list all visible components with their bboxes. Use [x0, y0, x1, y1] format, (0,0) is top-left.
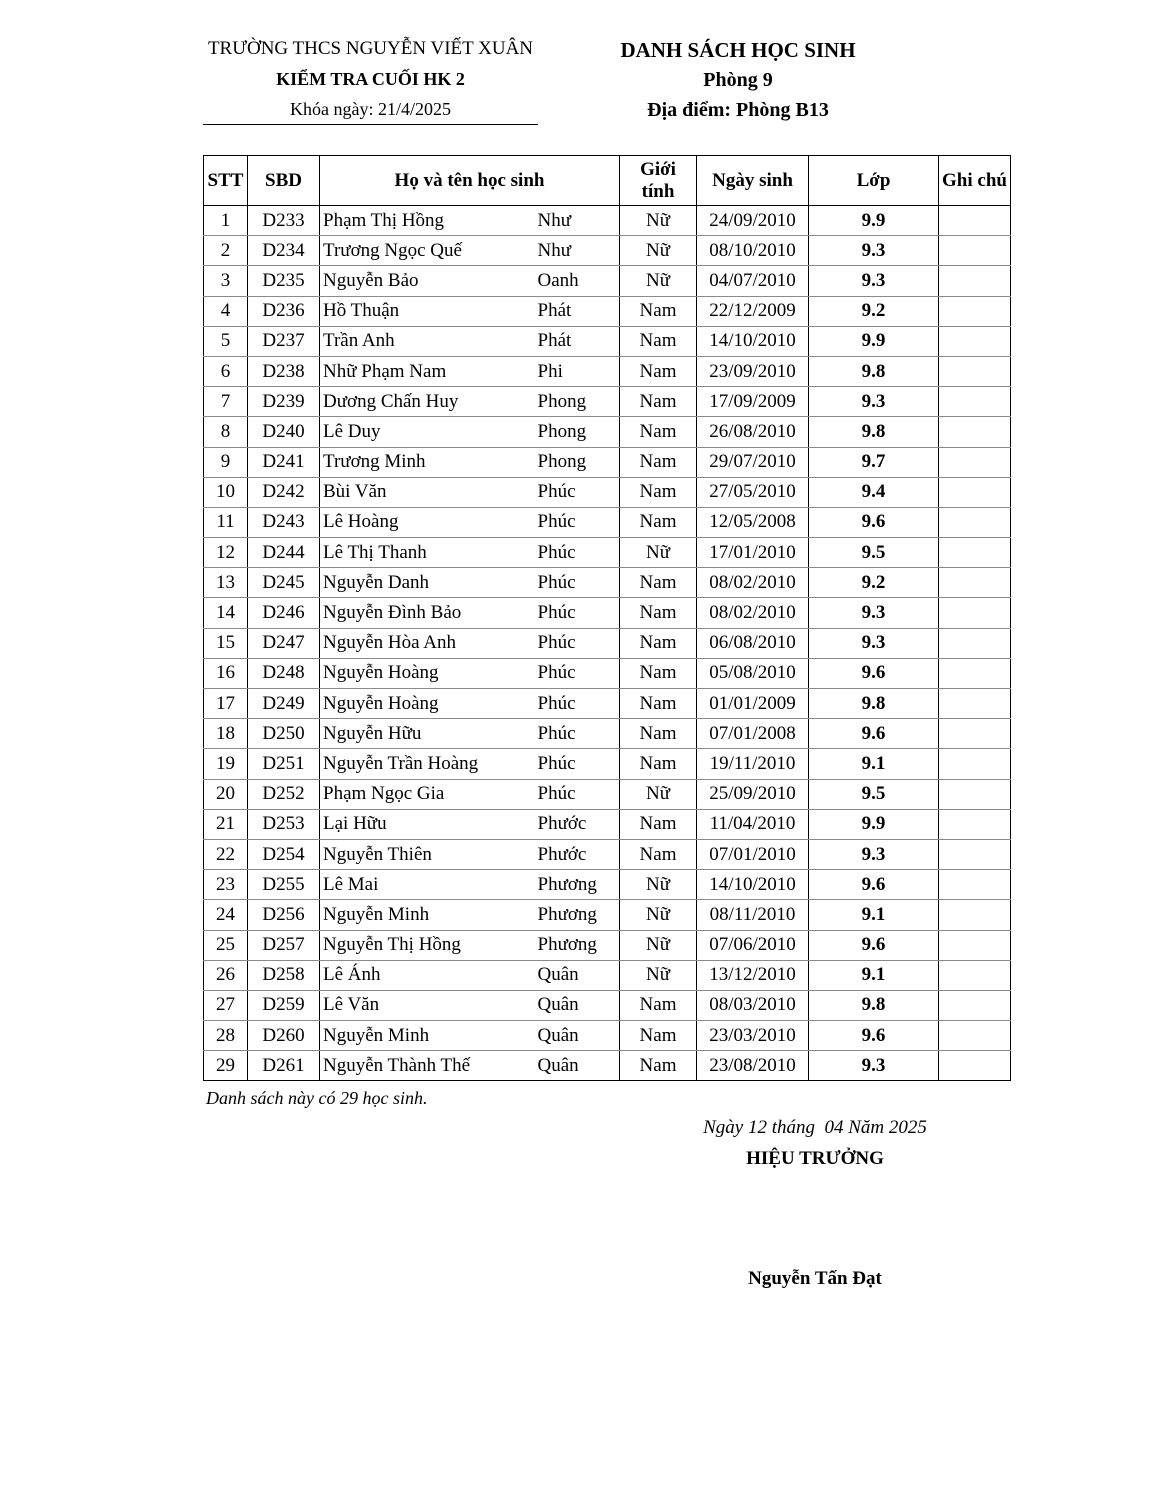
cell-given-name: Như: [538, 236, 620, 266]
cell-note: [939, 356, 1011, 386]
cell-gender: Nam: [620, 1051, 697, 1081]
cell-note: [939, 296, 1011, 326]
cell-family-name: Nguyễn Danh: [320, 568, 538, 598]
cell-stt: 23: [204, 870, 248, 900]
table-row: [204, 809, 1011, 839]
cell-gender: Nam: [620, 477, 697, 507]
cell-class: 9.1: [809, 749, 939, 779]
cell-gender: Nam: [620, 507, 697, 537]
signer-title: HIỆU TRƯỞNG: [746, 1148, 884, 1169]
cell-stt: 18: [204, 719, 248, 749]
cell-given-name: Quân: [538, 960, 620, 990]
cell-note: [939, 870, 1011, 900]
cell-sbd: D258: [248, 960, 320, 990]
cell-class: 9.7: [809, 447, 939, 477]
cell-stt: 27: [204, 990, 248, 1020]
table-row: [204, 568, 1011, 598]
cell-dob: 04/07/2010: [697, 266, 809, 296]
cell-sbd: D241: [248, 447, 320, 477]
cell-given-name: Như: [538, 206, 620, 236]
cell-given-name: Phát: [538, 296, 620, 326]
cell-family-name: Trương Minh: [320, 447, 538, 477]
table-row: [204, 749, 1011, 779]
header-divider: [203, 124, 538, 125]
table-row: [204, 387, 1011, 417]
cell-stt: 25: [204, 930, 248, 960]
cell-given-name: Phúc: [538, 568, 620, 598]
cell-given-name: Phúc: [538, 477, 620, 507]
cell-gender: Nữ: [620, 236, 697, 266]
document-title: DANH SÁCH HỌC SINH: [620, 38, 856, 62]
cell-sbd: D244: [248, 538, 320, 568]
cell-gender: Nam: [620, 417, 697, 447]
cell-stt: 22: [204, 839, 248, 869]
table-row: [204, 236, 1011, 266]
col-header-class: Lớp: [809, 156, 939, 206]
cell-class: 9.6: [809, 719, 939, 749]
cell-note: [939, 628, 1011, 658]
cell-family-name: Nguyễn Hòa Anh: [320, 628, 538, 658]
cell-dob: 23/08/2010: [697, 1051, 809, 1081]
cell-gender: Nữ: [620, 206, 697, 236]
cell-sbd: D261: [248, 1051, 320, 1081]
cell-family-name: Nhữ Phạm Nam: [320, 356, 538, 386]
cell-gender: Nữ: [620, 266, 697, 296]
cell-stt: 4: [204, 296, 248, 326]
table-header-row: [204, 156, 1011, 206]
table-row: [204, 900, 1011, 930]
cell-family-name: Nguyễn Hoàng: [320, 658, 538, 688]
cell-gender: Nam: [620, 568, 697, 598]
cell-stt: 6: [204, 356, 248, 386]
col-header-dob: Ngày sinh: [697, 156, 809, 206]
cell-gender: Nam: [620, 356, 697, 386]
table-row: [204, 417, 1011, 447]
cell-dob: 14/10/2010: [697, 870, 809, 900]
table-row: [204, 628, 1011, 658]
cell-note: [939, 930, 1011, 960]
cell-family-name: Nguyễn Trần Hoàng: [320, 749, 538, 779]
cell-gender: Nữ: [620, 930, 697, 960]
cell-note: [939, 538, 1011, 568]
cell-given-name: Phát: [538, 326, 620, 356]
cell-class: 9.8: [809, 689, 939, 719]
cell-dob: 14/10/2010: [697, 326, 809, 356]
cell-class: 9.8: [809, 417, 939, 447]
col-header-note: Ghi chú: [939, 156, 1011, 206]
cell-dob: 13/12/2010: [697, 960, 809, 990]
cell-gender: Nữ: [620, 870, 697, 900]
cell-sbd: D252: [248, 779, 320, 809]
cell-family-name: Nguyễn Hữu: [320, 719, 538, 749]
cell-gender: Nữ: [620, 779, 697, 809]
cell-gender: Nam: [620, 598, 697, 628]
table-row: [204, 990, 1011, 1020]
cell-class: 9.5: [809, 779, 939, 809]
cell-given-name: Phương: [538, 870, 620, 900]
cell-given-name: Phúc: [538, 658, 620, 688]
cell-stt: 2: [204, 236, 248, 266]
cell-gender: Nam: [620, 689, 697, 719]
signature-date: Ngày 12 tháng 04 Năm 2025: [703, 1117, 927, 1138]
col-header-stt: STT: [204, 156, 248, 206]
cell-dob: 25/09/2010: [697, 779, 809, 809]
cell-gender: Nam: [620, 1021, 697, 1051]
table-row: [204, 477, 1011, 507]
cell-stt: 19: [204, 749, 248, 779]
cell-gender: Nam: [620, 749, 697, 779]
cell-sbd: D254: [248, 839, 320, 869]
cell-gender: Nam: [620, 387, 697, 417]
cell-dob: 17/01/2010: [697, 538, 809, 568]
cell-class: 9.2: [809, 296, 939, 326]
cell-class: 9.8: [809, 356, 939, 386]
table-row: [204, 1051, 1011, 1081]
cell-note: [939, 1051, 1011, 1081]
cell-dob: 23/09/2010: [697, 356, 809, 386]
cell-given-name: Phúc: [538, 689, 620, 719]
cell-given-name: Phúc: [538, 507, 620, 537]
cell-family-name: Bùi Văn: [320, 477, 538, 507]
cell-sbd: D242: [248, 477, 320, 507]
cell-note: [939, 387, 1011, 417]
cell-gender: Nam: [620, 658, 697, 688]
cell-note: [939, 477, 1011, 507]
cell-sbd: D248: [248, 658, 320, 688]
cell-family-name: Lê Văn: [320, 990, 538, 1020]
cell-class: 9.5: [809, 538, 939, 568]
cell-sbd: D249: [248, 689, 320, 719]
cell-family-name: Nguyễn Bảo: [320, 266, 538, 296]
cell-given-name: Oanh: [538, 266, 620, 296]
cell-note: [939, 658, 1011, 688]
cell-given-name: Phong: [538, 387, 620, 417]
cell-sbd: D234: [248, 236, 320, 266]
cell-dob: 26/08/2010: [697, 417, 809, 447]
table-row: [204, 507, 1011, 537]
col-header-gender: [620, 156, 697, 206]
exam-location: Địa điểm: Phòng B13: [647, 99, 829, 121]
cell-note: [939, 839, 1011, 869]
cell-class: 9.3: [809, 266, 939, 296]
cell-gender: Nam: [620, 990, 697, 1020]
table-row: [204, 870, 1011, 900]
cell-family-name: Nguyễn Thiên: [320, 839, 538, 869]
cell-dob: 08/10/2010: [697, 236, 809, 266]
table-body: [204, 206, 1011, 1081]
cell-given-name: Phúc: [538, 598, 620, 628]
table-row: [204, 356, 1011, 386]
signer-name: Nguyễn Tấn Đạt: [748, 1268, 882, 1289]
cell-dob: 22/12/2009: [697, 296, 809, 326]
session-date: Khóa ngày: 21/4/2025: [290, 99, 451, 119]
cell-gender: Nam: [620, 809, 697, 839]
cell-given-name: Phước: [538, 839, 620, 869]
cell-given-name: Phong: [538, 447, 620, 477]
cell-dob: 06/08/2010: [697, 628, 809, 658]
cell-note: [939, 417, 1011, 447]
cell-note: [939, 990, 1011, 1020]
cell-sbd: D255: [248, 870, 320, 900]
cell-note: [939, 719, 1011, 749]
cell-given-name: Phi: [538, 356, 620, 386]
cell-family-name: Nguyễn Hoàng: [320, 689, 538, 719]
cell-note: [939, 447, 1011, 477]
cell-sbd: D239: [248, 387, 320, 417]
cell-family-name: Dương Chấn Huy: [320, 387, 538, 417]
cell-note: [939, 809, 1011, 839]
cell-sbd: D259: [248, 990, 320, 1020]
cell-given-name: Phúc: [538, 628, 620, 658]
cell-gender: Nam: [620, 628, 697, 658]
list-summary: Danh sách này có 29 học sinh.: [206, 1088, 428, 1108]
cell-dob: 27/05/2010: [697, 477, 809, 507]
cell-dob: 12/05/2008: [697, 507, 809, 537]
cell-sbd: D243: [248, 507, 320, 537]
cell-family-name: Trương Ngọc Quế: [320, 236, 538, 266]
cell-stt: 1: [204, 206, 248, 236]
cell-dob: 08/02/2010: [697, 598, 809, 628]
table-row: [204, 839, 1011, 869]
col-header-name: Họ và tên học sinh: [320, 156, 620, 206]
cell-gender: Nam: [620, 719, 697, 749]
cell-dob: 07/01/2008: [697, 719, 809, 749]
cell-sbd: D253: [248, 809, 320, 839]
cell-dob: 29/07/2010: [697, 447, 809, 477]
cell-class: 9.8: [809, 990, 939, 1020]
cell-stt: 9: [204, 447, 248, 477]
table-row: [204, 658, 1011, 688]
cell-sbd: D256: [248, 900, 320, 930]
cell-given-name: Quân: [538, 990, 620, 1020]
cell-sbd: D235: [248, 266, 320, 296]
cell-given-name: Phương: [538, 900, 620, 930]
table-row: [204, 326, 1011, 356]
cell-family-name: Phạm Thị Hồng: [320, 206, 538, 236]
cell-stt: 24: [204, 900, 248, 930]
cell-class: 9.3: [809, 236, 939, 266]
cell-dob: 24/09/2010: [697, 206, 809, 236]
cell-note: [939, 749, 1011, 779]
cell-stt: 12: [204, 538, 248, 568]
cell-sbd: D257: [248, 930, 320, 960]
cell-class: 9.6: [809, 507, 939, 537]
cell-given-name: Phúc: [538, 749, 620, 779]
cell-family-name: Nguyễn Minh: [320, 1021, 538, 1051]
cell-family-name: Lê Hoàng: [320, 507, 538, 537]
table-row: [204, 1021, 1011, 1051]
exam-title: KIỂM TRA CUỐI HK 2: [276, 69, 465, 89]
cell-class: 9.3: [809, 839, 939, 869]
cell-note: [939, 598, 1011, 628]
room-number: Phòng 9: [703, 69, 773, 91]
cell-given-name: Phúc: [538, 719, 620, 749]
cell-dob: 23/03/2010: [697, 1021, 809, 1051]
cell-stt: 11: [204, 507, 248, 537]
student-roster-table: [203, 155, 1011, 1081]
table-row: [204, 296, 1011, 326]
cell-class: 9.2: [809, 568, 939, 598]
cell-given-name: Phong: [538, 417, 620, 447]
cell-sbd: D247: [248, 628, 320, 658]
cell-dob: 08/03/2010: [697, 990, 809, 1020]
cell-class: 9.3: [809, 598, 939, 628]
cell-sbd: D236: [248, 296, 320, 326]
cell-stt: 7: [204, 387, 248, 417]
cell-note: [939, 568, 1011, 598]
table-row: [204, 779, 1011, 809]
cell-dob: 19/11/2010: [697, 749, 809, 779]
school-name: TRƯỜNG THCS NGUYỄN VIẾT XUÂN: [207, 38, 534, 59]
cell-note: [939, 326, 1011, 356]
cell-dob: 07/06/2010: [697, 930, 809, 960]
cell-family-name: Hồ Thuận: [320, 296, 538, 326]
cell-stt: 10: [204, 477, 248, 507]
cell-stt: 20: [204, 779, 248, 809]
cell-note: [939, 507, 1011, 537]
cell-gender: Nữ: [620, 900, 697, 930]
cell-stt: 15: [204, 628, 248, 658]
cell-gender: Nam: [620, 447, 697, 477]
cell-sbd: D260: [248, 1021, 320, 1051]
cell-dob: 11/04/2010: [697, 809, 809, 839]
cell-family-name: Trần Anh: [320, 326, 538, 356]
cell-gender: Nữ: [620, 960, 697, 990]
cell-class: 9.6: [809, 658, 939, 688]
cell-class: 9.3: [809, 1051, 939, 1081]
cell-stt: 16: [204, 658, 248, 688]
table-row: [204, 266, 1011, 296]
cell-dob: 08/11/2010: [697, 900, 809, 930]
cell-gender: Nam: [620, 839, 697, 869]
cell-gender: Nữ: [620, 538, 697, 568]
cell-class: 9.3: [809, 387, 939, 417]
cell-dob: 05/08/2010: [697, 658, 809, 688]
cell-sbd: D251: [248, 749, 320, 779]
cell-gender: Nam: [620, 326, 697, 356]
cell-dob: 01/01/2009: [697, 689, 809, 719]
cell-stt: 8: [204, 417, 248, 447]
cell-sbd: D245: [248, 568, 320, 598]
table-row: [204, 447, 1011, 477]
cell-stt: 14: [204, 598, 248, 628]
cell-note: [939, 900, 1011, 930]
cell-stt: 3: [204, 266, 248, 296]
cell-class: 9.1: [809, 900, 939, 930]
cell-sbd: D237: [248, 326, 320, 356]
cell-dob: 07/01/2010: [697, 839, 809, 869]
cell-sbd: D246: [248, 598, 320, 628]
cell-sbd: D250: [248, 719, 320, 749]
cell-note: [939, 206, 1011, 236]
cell-note: [939, 689, 1011, 719]
cell-given-name: Phúc: [538, 779, 620, 809]
cell-stt: 17: [204, 689, 248, 719]
cell-family-name: Phạm Ngọc Gia: [320, 779, 538, 809]
cell-note: [939, 236, 1011, 266]
cell-family-name: Nguyễn Minh: [320, 900, 538, 930]
cell-stt: 21: [204, 809, 248, 839]
cell-family-name: Lê Thị Thanh: [320, 538, 538, 568]
cell-given-name: Phúc: [538, 538, 620, 568]
cell-family-name: Nguyễn Thành Thế: [320, 1051, 538, 1081]
cell-stt: 28: [204, 1021, 248, 1051]
col-header-gender-label: Giới tính: [640, 158, 676, 202]
cell-given-name: Quân: [538, 1021, 620, 1051]
cell-class: 9.4: [809, 477, 939, 507]
cell-dob: 08/02/2010: [697, 568, 809, 598]
table-row: [204, 930, 1011, 960]
table-row: [204, 538, 1011, 568]
cell-gender: Nam: [620, 296, 697, 326]
col-header-sbd: SBD: [248, 156, 320, 206]
cell-class: 9.3: [809, 628, 939, 658]
cell-class: 9.9: [809, 809, 939, 839]
cell-class: 9.6: [809, 930, 939, 960]
table-row: [204, 719, 1011, 749]
cell-given-name: Phước: [538, 809, 620, 839]
cell-family-name: Lê Mai: [320, 870, 538, 900]
cell-class: 9.9: [809, 206, 939, 236]
cell-stt: 13: [204, 568, 248, 598]
cell-family-name: Nguyễn Thị Hồng: [320, 930, 538, 960]
cell-class: 9.9: [809, 326, 939, 356]
cell-dob: 17/09/2009: [697, 387, 809, 417]
cell-sbd: D233: [248, 206, 320, 236]
cell-stt: 26: [204, 960, 248, 990]
cell-note: [939, 960, 1011, 990]
table-row: [204, 689, 1011, 719]
cell-note: [939, 1021, 1011, 1051]
cell-sbd: D240: [248, 417, 320, 447]
cell-family-name: Lê Duy: [320, 417, 538, 447]
cell-stt: 29: [204, 1051, 248, 1081]
cell-class: 9.6: [809, 870, 939, 900]
cell-family-name: Lê Ánh: [320, 960, 538, 990]
table-row: [204, 206, 1011, 236]
cell-given-name: Quân: [538, 1051, 620, 1081]
cell-sbd: D238: [248, 356, 320, 386]
cell-stt: 5: [204, 326, 248, 356]
cell-family-name: Nguyễn Đình Bảo: [320, 598, 538, 628]
cell-given-name: Phương: [538, 930, 620, 960]
cell-note: [939, 779, 1011, 809]
cell-note: [939, 266, 1011, 296]
table-row: [204, 598, 1011, 628]
cell-family-name: Lại Hữu: [320, 809, 538, 839]
cell-class: 9.1: [809, 960, 939, 990]
cell-class: 9.6: [809, 1021, 939, 1051]
table-row: [204, 960, 1011, 990]
